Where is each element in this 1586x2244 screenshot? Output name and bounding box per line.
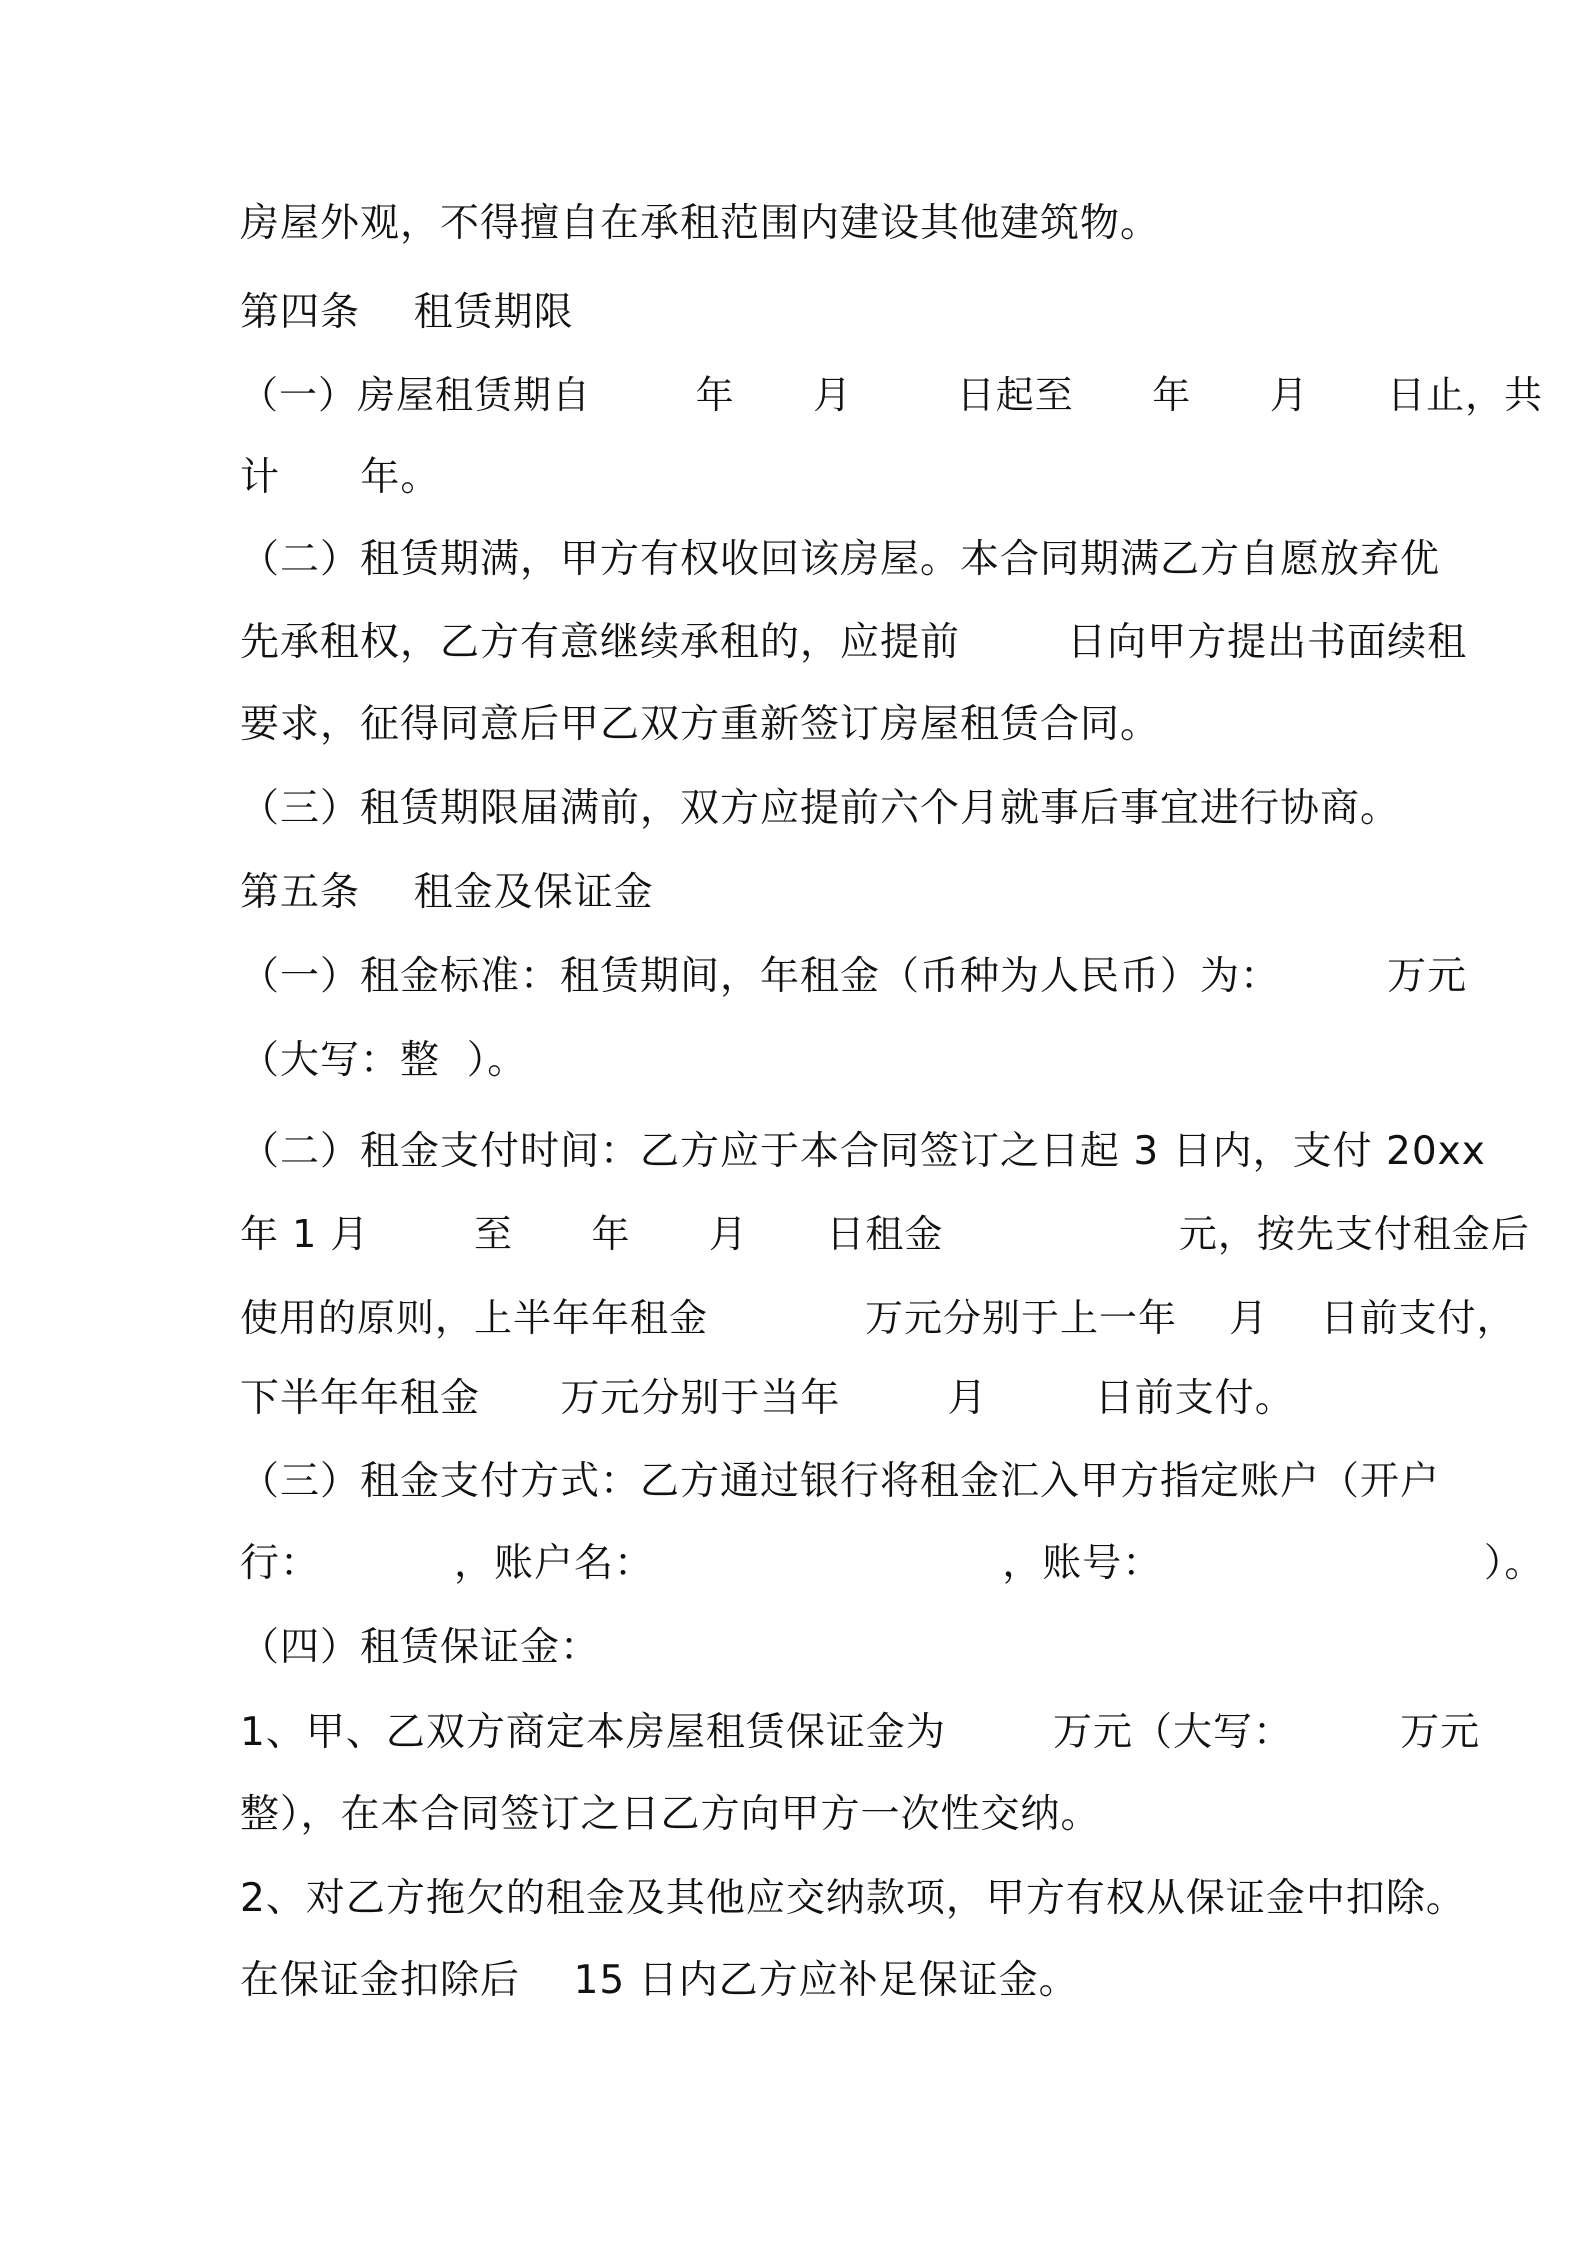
- body-line: 房屋外观，不得擅自在承租范围内建设其他建筑物。: [240, 201, 1161, 246]
- body-line: （一）房屋租赁期自 年 月 日起至 年 月 日止，共: [240, 373, 1544, 417]
- body-line: （一）租金标准：租赁期间，年租金（币种为人民币）为： 万元: [240, 954, 1468, 999]
- body-line: 整），在本合同签订之日乙方向甲方一次性交纳。: [240, 1792, 1101, 1837]
- article-heading: 第五条 租金及保证金: [240, 870, 654, 915]
- body-line: 要求，征得同意后甲乙双方重新签订房屋租赁合同。: [240, 702, 1161, 747]
- body-line: （三）租赁期限届满前，双方应提前六个月就事后事宜进行协商。: [240, 786, 1401, 831]
- body-line: 计 年。: [240, 455, 441, 500]
- body-line: 下半年年租金 万元分别于当年 月 日前支付。: [240, 1376, 1295, 1421]
- body-line: 1、甲、乙双方商定本房屋租赁保证金为 万元（大写： 万元: [240, 1710, 1481, 1755]
- body-line: 使用的原则，上半年年租金 万元分别于上一年 月 日前支付，: [240, 1296, 1516, 1340]
- body-line: 在保证金扣除后 15 日内乙方应补足保证金。: [240, 1958, 1079, 2003]
- body-line: （二）租金支付时间：乙方应于本合同签订之日起 3 日内，支付 20xx: [240, 1129, 1486, 1174]
- body-line: （二）租赁期满，甲方有权收回该房屋。本合同期满乙方自愿放弃优: [240, 537, 1441, 582]
- body-line: 2、对乙方拖欠的租金及其他应交纳款项，甲方有权从保证金中扣除。: [240, 1876, 1466, 1921]
- body-line: 行： ，账户名： ，账号： ）。: [240, 1541, 1545, 1586]
- body-line: 年 1 月 至 年 月 日租金 元，按先支付租金后: [240, 1212, 1530, 1256]
- body-line: 先承租权，乙方有意继续承租的，应提前 日向甲方提出书面续租: [240, 620, 1468, 665]
- body-line: （大写：整 ）。: [240, 1038, 528, 1083]
- body-line: （三）租金支付方式：乙方通过银行将租金汇入甲方指定账户（开户: [240, 1459, 1441, 1504]
- body-line: （四）租赁保证金：: [240, 1625, 601, 1670]
- article-heading: 第四条 租赁期限: [240, 290, 574, 335]
